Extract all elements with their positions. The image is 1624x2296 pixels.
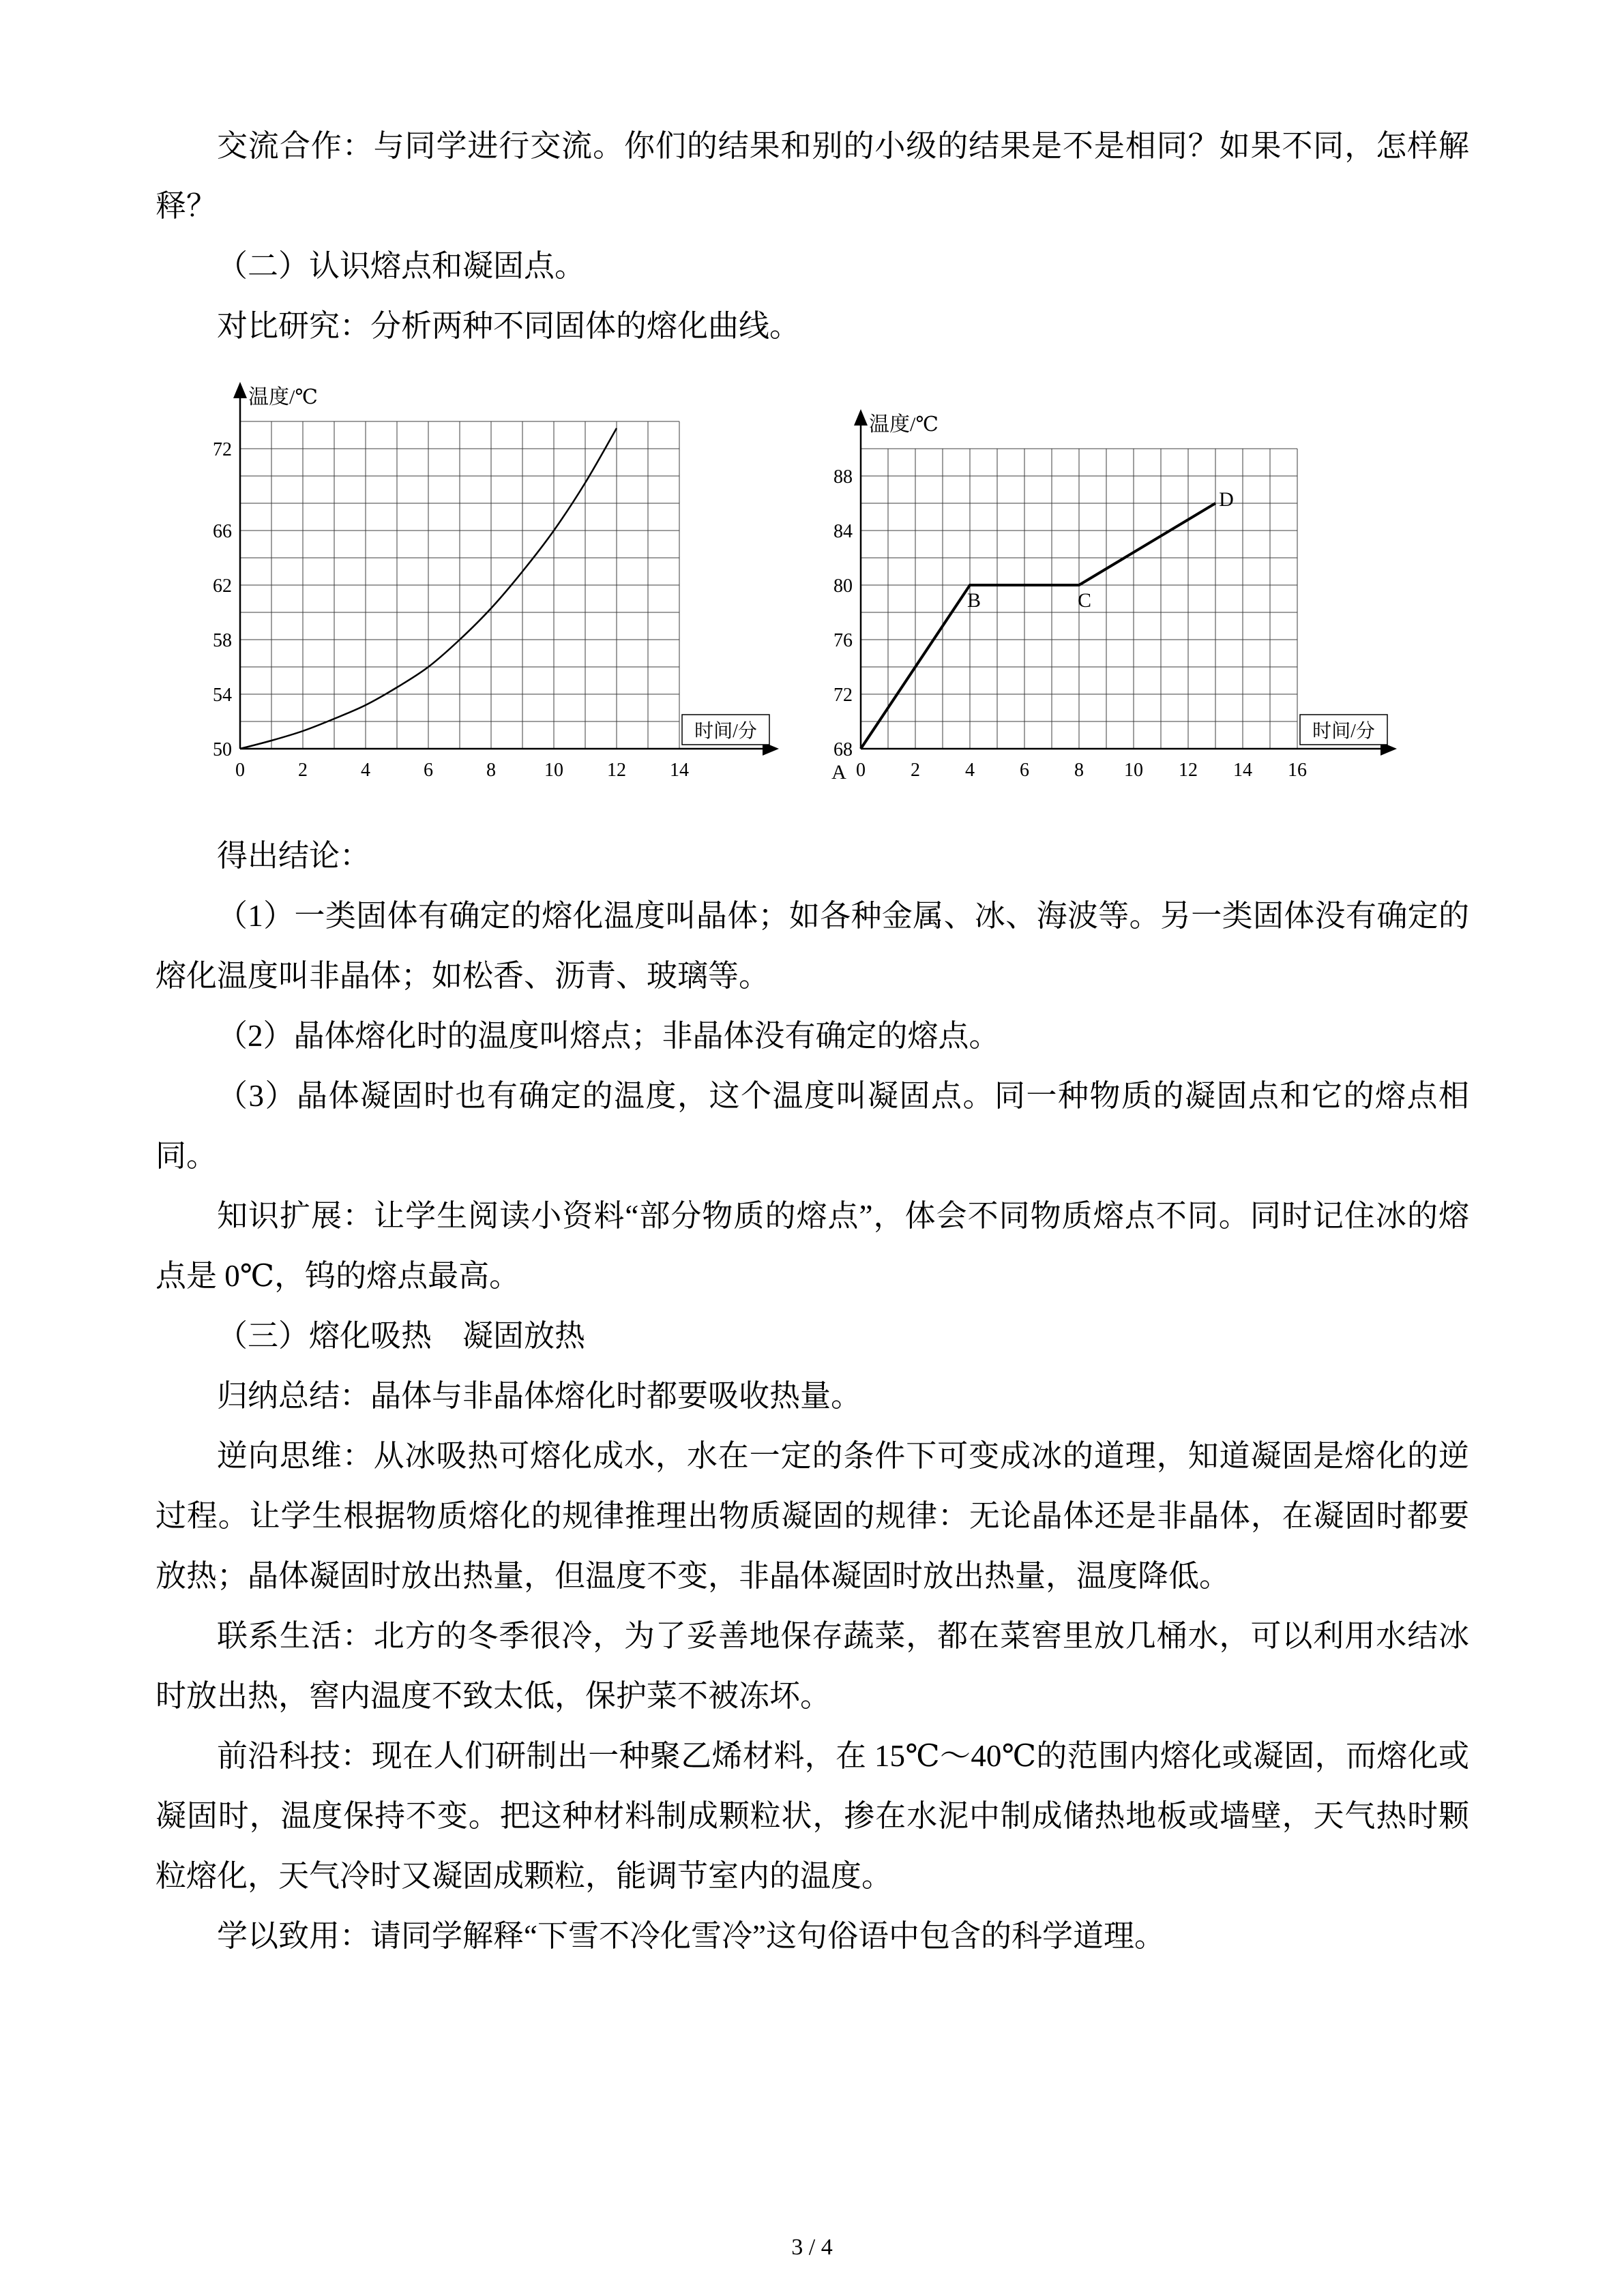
svg-text:A: A (831, 761, 846, 784)
paragraph-conclusion-heading: 得出结论： (217, 839, 371, 873)
svg-text:时间/分: 时间/分 (694, 721, 757, 742)
svg-text:68: 68 (833, 739, 853, 760)
svg-text:0: 0 (856, 760, 866, 781)
svg-text:10: 10 (1124, 760, 1143, 781)
svg-text:88: 88 (833, 466, 853, 488)
chart-crystal-melting (806, 404, 1400, 808)
svg-text:8: 8 (1074, 760, 1084, 781)
svg-text:16: 16 (1288, 760, 1307, 781)
y-axis-arrow-icon (233, 382, 247, 398)
noncrystal-melting-curve-chart (186, 376, 782, 788)
svg-text:4: 4 (965, 760, 975, 781)
svg-text:6: 6 (1020, 760, 1029, 781)
svg-text:C: C (1077, 589, 1092, 612)
melting-curve (861, 503, 1215, 749)
paragraph-conclusion-3: （3）晶体凝固时也有确定的温度，这个温度叫凝固点。同一种物质的凝固点和它的熔点相同。 (156, 1079, 1469, 1173)
svg-text:50: 50 (213, 739, 232, 760)
svg-text:58: 58 (213, 630, 232, 651)
svg-text:8: 8 (486, 760, 496, 781)
svg-text:72: 72 (833, 685, 853, 706)
svg-text:72: 72 (213, 439, 232, 460)
svg-text:4: 4 (361, 760, 370, 781)
paragraph-life-connection: 联系生活：北方的冬季很冷，为了妥善地保存蔬菜，都在菜窖里放几桶水，可以利用水结冰时放出热，窖内温度不致太低，保护菜不被冻坏。 (156, 1619, 1469, 1713)
svg-text:B: B (966, 589, 981, 612)
svg-text:0: 0 (235, 760, 245, 781)
svg-text:2: 2 (911, 760, 920, 781)
svg-text:54: 54 (213, 685, 232, 706)
svg-text:10: 10 (544, 760, 563, 781)
svg-text:76: 76 (833, 630, 853, 651)
melting-curves-figure (186, 376, 1469, 808)
svg-text:温度/℃: 温度/℃ (869, 413, 939, 436)
axes (240, 394, 771, 749)
heading-section-three: （三）熔化吸热 凝固放热 (217, 1319, 586, 1353)
svg-text:12: 12 (1179, 760, 1198, 781)
paragraph-cooperation: 交流合作：与同学进行交流。你们的结果和别的小级的结果是不是相同？如果不同，怎样解释？ (156, 129, 1469, 223)
svg-text:D: D (1219, 488, 1234, 511)
paragraph-summary: 归纳总结：晶体与非晶体熔化时都要吸收热量。 (217, 1379, 862, 1413)
heading-section-two: （二）认识熔点和凝固点。 (217, 249, 586, 283)
paragraph-knowledge-extension: 知识扩展：让学生阅读小资料“部分物质的熔点”，体会不同物质熔点不同。同时记住冰的熔点是 0℃，钨的熔点最高。 (156, 1199, 1469, 1293)
document-body (156, 116, 1469, 1966)
svg-text:62: 62 (213, 576, 232, 597)
chart-noncrystal-melting (186, 376, 782, 808)
svg-text:14: 14 (1233, 760, 1252, 781)
svg-text:80: 80 (833, 576, 853, 597)
svg-text:84: 84 (833, 521, 853, 542)
svg-text:14: 14 (670, 760, 689, 781)
paragraph-conclusion-2: （2）晶体熔化时的温度叫熔点；非晶体没有确定的熔点。 (217, 1019, 1000, 1053)
grid-lines (240, 421, 679, 749)
paragraph-apply-learning: 学以致用：请同学解释“下雪不冷化雪冷”这句俗语中包含的科学道理。 (217, 1919, 1165, 1953)
svg-text:2: 2 (298, 760, 308, 781)
svg-text:6: 6 (424, 760, 433, 781)
svg-text:66: 66 (213, 521, 232, 542)
svg-text:温度/℃: 温度/℃ (248, 386, 318, 408)
paragraph-frontier-tech: 前沿科技：现在人们研制出一种聚乙烯材料，在 15℃～40℃的范围内熔化或凝固，而熔化或凝固时，温度保持不变。把这种材料制成颗粒状，掺在水泥中制成储热地板或墙壁，天气热时颗粒熔化，天气冷时又凝固成颗粒，能调节室内的温度。 (156, 1739, 1469, 1893)
y-axis-arrow-icon (854, 409, 868, 426)
paragraph-reverse-thinking: 逆向思维：从冰吸热可熔化成水，水在一定的条件下可变成冰的道理，知道凝固是熔化的逆过程。让学生根据物质熔化的规律推理出物质凝固的规律：无论晶体还是非晶体，在凝固时都要放热；晶体凝固时放出热量，但温度不变，非晶体凝固时放出热量，温度降低。 (156, 1439, 1469, 1593)
svg-text:12: 12 (607, 760, 626, 781)
paragraph-conclusion-1: （1）一类固体有确定的熔化温度叫晶体；如各种金属、冰、海波等。另一类固体没有确定的熔化温度叫非晶体；如松香、沥青、玻璃等。 (156, 899, 1469, 993)
page-number: 3 / 4 (791, 2235, 833, 2260)
paragraph-compare-study: 对比研究：分析两种不同固体的熔化曲线。 (217, 309, 801, 343)
crystal-melting-curve-chart (806, 404, 1400, 788)
svg-text:时间/分: 时间/分 (1312, 721, 1375, 742)
